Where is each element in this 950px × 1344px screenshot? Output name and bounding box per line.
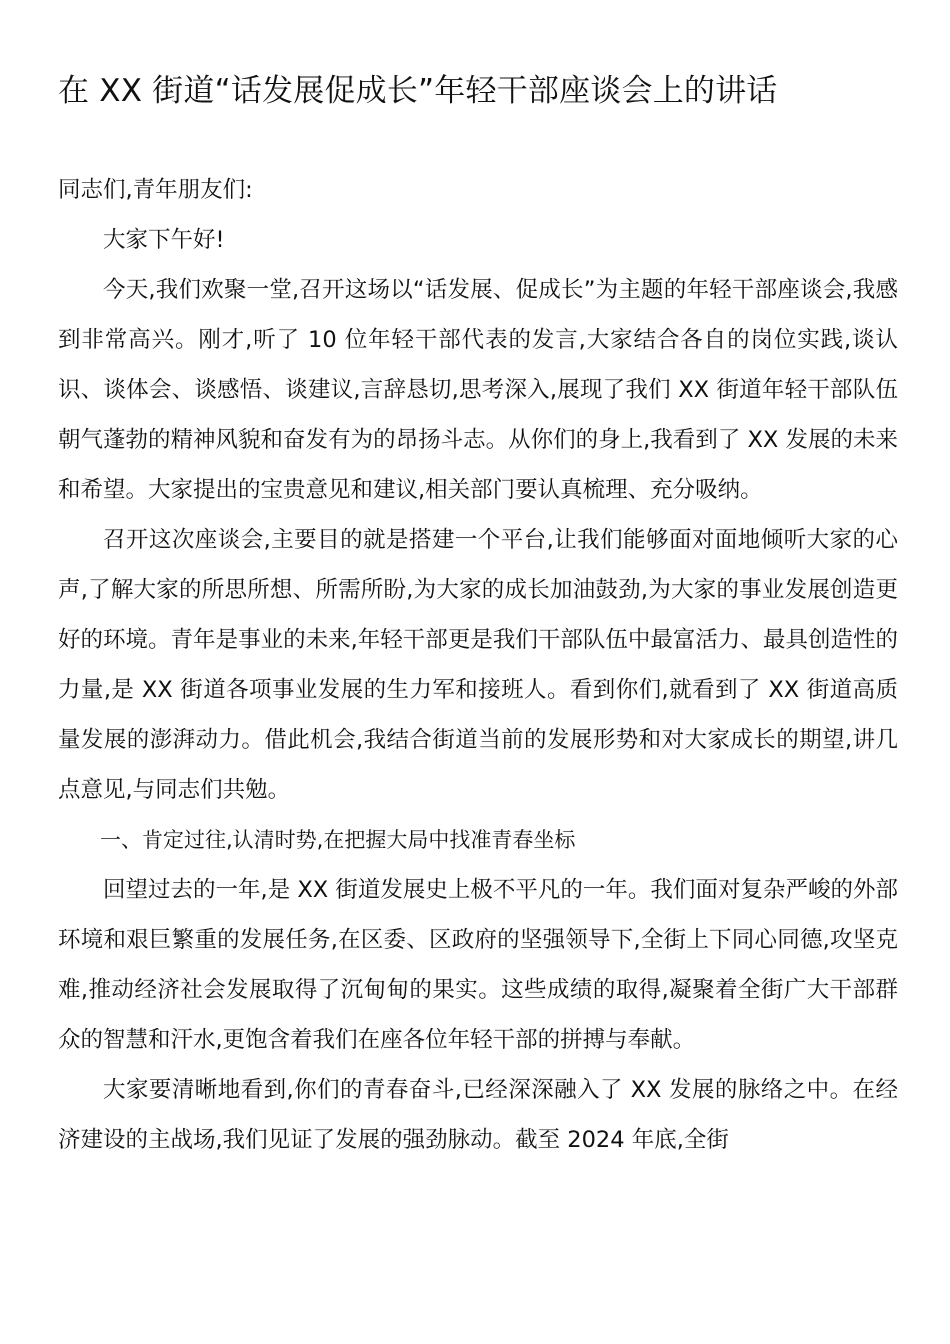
section-paragraph-2: 大家要清晰地看到,你们的青春奋斗,已经深深融入了 XX 发展的脉络之中。在经济建设的主战场,我们见证了发展的强劲脉动。截至 2024 年底,全街	[58, 1077, 898, 1153]
document-body	[58, 165, 898, 1165]
section-heading: 一、肯定过往,认清时势,在把握大局中找准青春坐标	[100, 828, 576, 852]
section-paragraph-1: 回望过去的一年,是 XX 街道发展史上极不平凡的一年。我们面对复杂严峻的外部环境和艰巨繁重的发展任务,在区委、区政府的坚强领导下,全街上下同心同德,攻坚克难,推动经济社会发展取得了沉甸甸的果实。这些成绩的取得,凝聚着全街广大干部群众的智慧和汗水,更饱含着我们在座各位年轻干部的拼搏与奉献。	[58, 877, 898, 1053]
paragraph-1: 今天,我们欢聚一堂,召开这场以“话发展、促成长”为主题的年轻干部座谈会,我感到非常高兴。刚才,听了 10 位年轻干部代表的发言,大家结合各自的岗位实践,谈认识、谈体会、谈感悟、谈建议,言辞恳切,思考深入,展现了我们 XX 街道年轻干部队伍朝气蓬勃的精神风貌和奋发有为的昂扬斗志。从你们的身上,我看到了 XX 发展的未来和希望。大家提出的宝贵意见和建议,相关部门要认真梳理、充分吸纳。	[58, 277, 898, 503]
document-title: 在 XX 街道“话发展促成长”年轻干部座谈会上的讲话	[58, 73, 778, 109]
greeting: 大家下午好!	[103, 227, 225, 253]
salutation: 同志们,青年朋友们:	[58, 177, 253, 203]
paragraph-2: 召开这次座谈会,主要目的就是搭建一个平台,让我们能够面对面地倾听大家的心声,了解大家的所思所想、所需所盼,为大家的成长加油鼓劲,为大家的事业发展创造更好的环境。青年是事业的未来,年轻干部更是我们干部队伍中最富活力、最具创造性的力量,是 XX 街道各项事业发展的生力军和接班人。看到你们,就看到了 XX 街道高质量发展的澎湃动力。借此机会,我结合街道当前的发展形势和对大家成长的期望,讲几点意见,与同志们共勉。	[58, 527, 898, 803]
